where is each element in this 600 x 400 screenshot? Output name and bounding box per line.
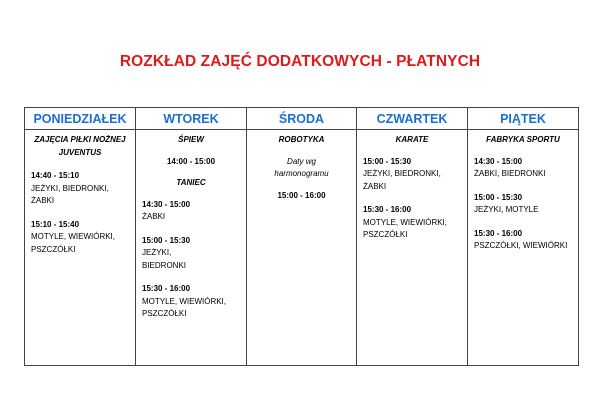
schedule-row [25,130,579,366]
time-slot: 15:10 - 15:40 [31,219,80,229]
activity-title: ZAJĘCIA PIŁKI NOŻNEJ JUVENTUS [34,135,126,157]
activity-title: FABRYKA SPORTU [486,135,560,144]
time-slot: 15:30 - 16:00 [363,205,412,214]
activity-title: KARATE [395,135,429,144]
time-slot: 15:30 - 16:00 [142,284,191,293]
time-slot: 15:00 - 15:30 [142,235,191,245]
group-list: PSZCZÓŁKI, WIEWIÓRKI [474,241,568,250]
time-slot: 14:40 - 15:10 [31,171,80,180]
schedule-table [24,107,579,366]
group-list: JEŻYKI, MOTYLE [474,205,539,214]
day-header-friday: PIĄTEK [468,108,579,130]
day-header-tuesday: WTOREK [136,108,247,130]
day-header-thursday: CZWARTEK [357,108,468,130]
group-list: ŻABKI, BIEDRONKI [474,169,546,178]
activity-title: ŚPIEW [178,135,204,144]
time-slot: 15:00 - 16:00 [277,190,326,200]
time-slot: 14:00 - 15:00 [166,156,216,166]
day-cell-thursday [357,130,468,366]
time-slot: 15:30 - 16:00 [474,228,523,238]
group-list: JEŻYKI, BIEDRONKI, ŻABKI [363,169,441,191]
group-list: MOTYLE, WIEWIÓRKI, PSZCZÓŁKI [363,217,448,239]
day-header-monday: PONIEDZIAŁEK [25,108,136,130]
group-list: ŻABKI [142,212,166,221]
time-slot: 14:30 - 15:00 [474,156,523,166]
time-slot: 15:00 - 15:30 [363,156,412,166]
group-list: MOTYLE, WIEWIÓRKI, PSZCZÓŁKI [142,296,227,318]
day-cell-wednesday [247,130,357,366]
group-list: MOTYLE, WIEWIÓRKI, PSZCZÓŁKI [31,232,116,254]
day-cell-monday [25,130,136,366]
day-cell-friday [468,130,579,366]
activity-title: TANIEC [176,178,206,187]
activity-title: ROBOTYKA [278,135,325,144]
group-list: JEŻYKI, BIEDRONKI, ŻABKI [31,183,109,205]
group-list: JEŻYKI, BIEDRONKI [142,248,187,270]
day-header-wednesday: ŚRODA [247,108,357,130]
day-cell-tuesday [136,130,247,366]
page-title: ROZKŁAD ZAJĘĆ DODATKOWYCH - PŁATNYCH [119,53,481,70]
time-slot: 15:00 - 15:30 [474,192,523,202]
time-slot: 14:30 - 15:00 [142,199,191,209]
schedule-note: Daty wg harmonogramu [274,156,329,178]
day-header-row [25,108,579,130]
